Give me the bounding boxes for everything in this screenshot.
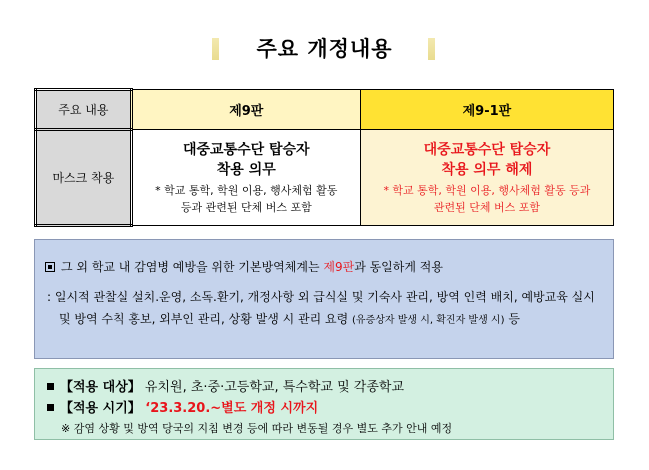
info-line1-highlight: 제9판 [323,260,355,274]
v2-line1: 대중교통수단 탑승자 [423,141,551,158]
v2-line2: 착용 의무 해제 [441,161,533,178]
v2-note1: * 학교 통학, 학원 이용, 행사체험 활동 등과 [383,183,591,197]
info-line2-small: (유증상자 발생 시, 확진자 발생 시) [352,315,505,326]
cell-version-9 [131,130,360,226]
apply-time-value: ‘23.3.20.~별도 개정 시까지 [140,401,319,416]
v1-line1: 대중교통수단 탑승자 [182,141,310,158]
square-bullet-icon [45,262,55,272]
apply-target-label: 【적용 대상】 [60,380,141,395]
header-label-cell: 주요 내용 [36,90,132,130]
title-decoration-right [428,38,435,60]
row-label-mask: 마스크 착용 [36,130,132,226]
v2-note2: 관련된 단체 버스 포함 [433,200,540,214]
apply-box [34,368,614,440]
header-version-9: 제9판 [131,90,360,130]
info-box [34,239,614,359]
info-line1-text: 그 외 학교 내 감염병 예방을 위한 기본방역체계는 [61,260,324,274]
v1-note2: 등과 관련된 단체 버스 포함 [180,200,312,214]
square-bullet-icon [47,383,54,390]
v1-note1: * 학교 통학, 학원 이용, 행사체험 활동 [155,183,338,197]
comparison-table [34,88,614,227]
info-line2-end: 등 [504,312,520,326]
info-line2-text: : 일시적 관찰실 설치.운영, 소독.환기, 개정사항 외 급식실 및 기숙사 관리, 방역 인력 배치, 예방교육 실시 및 방역 수칙 홍보, 외부인 관리, 상황 발생 시 관리 요령 [47,290,595,326]
apply-time-row [47,398,603,419]
square-bullet-icon [47,404,54,411]
apply-target-value: 유치원, 초·중·고등학교, 특수학교 및 각종학교 [140,380,405,395]
page-title: 주요 개정내용 [256,37,393,61]
info-line1-end: 과 동일하게 적용 [354,260,443,274]
table-header-row [36,90,614,130]
title-area [0,30,649,70]
v1-line2: 착용 의무 [216,161,276,178]
cell-version-9-1 [360,130,613,226]
apply-target-row [47,377,603,398]
header-version-9-1: 제9-1판 [360,90,613,130]
apply-note: ※ 감염 상황 및 방역 당국의 지침 변경 등에 따라 변동될 경우 별도 추가 안내 예정 [61,422,453,435]
table-row [36,130,614,226]
apply-time-label: 【적용 시기】 [60,401,141,416]
info-line2 [45,286,601,332]
info-line1 [45,258,601,276]
